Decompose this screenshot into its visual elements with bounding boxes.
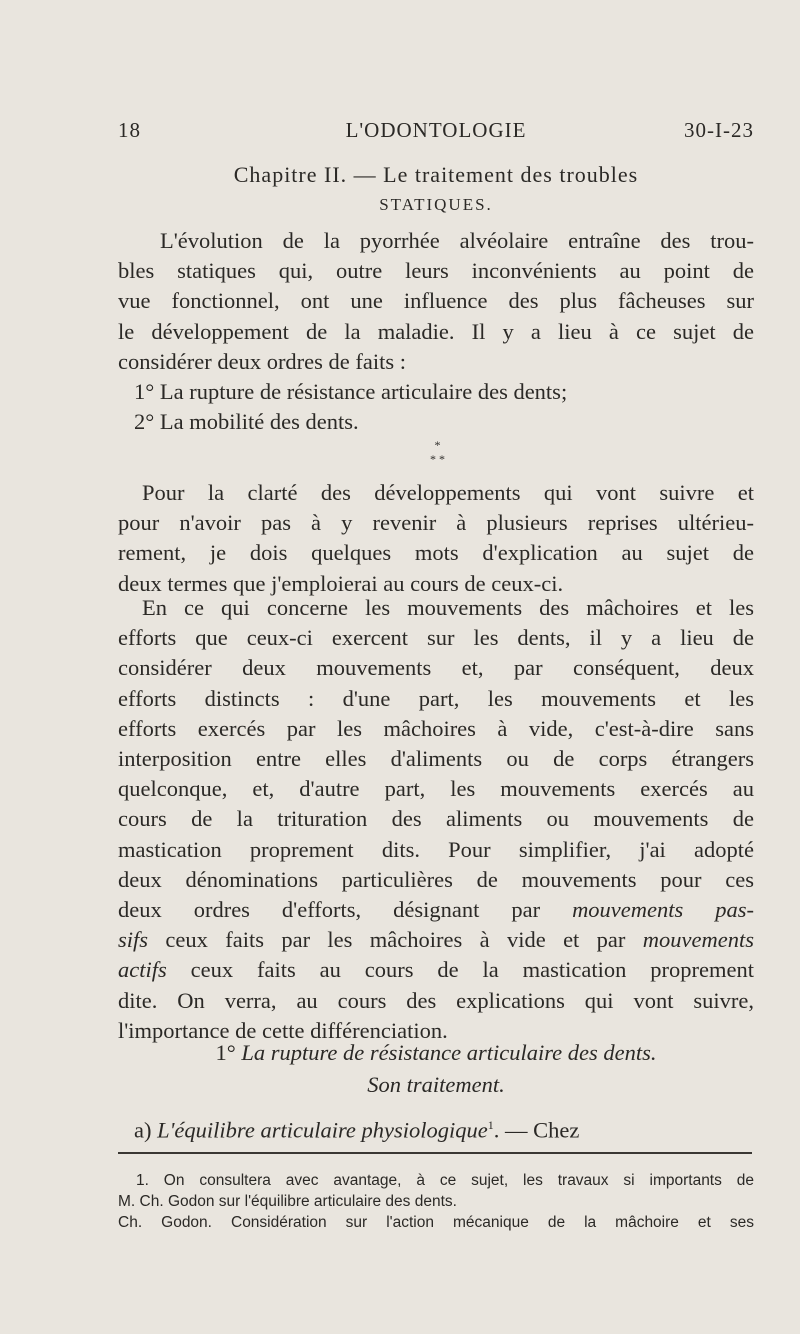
- chapter-title-line2: STATIQUES.: [379, 195, 493, 214]
- text-line: [118, 955, 754, 985]
- text-line: [118, 895, 754, 925]
- text-line: pour n'avoir pas à y revenir à plusieurs reprises ultérieu-: [118, 510, 754, 536]
- section-title-line1: La rupture de résistance articulaire des dents.: [241, 1040, 657, 1065]
- section-separator: [0, 438, 800, 466]
- subsection-title: L'équilibre articulaire physiologique: [157, 1117, 488, 1143]
- separator-star: *: [434, 438, 441, 452]
- page-number: 18: [118, 118, 141, 142]
- footnote-line: 1. On consultera avec avantage, à ce sujet, les travaux si importants de: [136, 1172, 754, 1189]
- text-line: deux dénominations particulières de mouvements pour ces: [118, 866, 754, 892]
- text-line: efforts distincts : d'une part, les mouvements et les: [118, 685, 754, 711]
- text-fragment: ceux faits au cours de la mastication proprement: [166, 957, 754, 983]
- footnotes: [118, 1170, 754, 1233]
- italic-term: actifs: [118, 957, 167, 983]
- journal-title: L'ODONTOLOGIE: [345, 118, 527, 142]
- text-fragment: ceux faits par les mâchoires à vide et par: [148, 927, 643, 953]
- text-fragment: deux ordres d'efforts, désignant par: [118, 897, 573, 923]
- footnote-rule: [118, 1152, 752, 1154]
- text-line: considérer deux ordres de faits :: [118, 348, 407, 374]
- text-line: L'évolution de la pyorrhée alvéolaire entraîne des trou-: [160, 228, 754, 253]
- footnote-ref: 1: [487, 1118, 494, 1132]
- text-line: rement, je dois quelques mots d'explication au sujet de: [118, 540, 754, 566]
- list-item: 2° La mobilité des dents.: [134, 409, 359, 435]
- text-line: cours de la trituration des aliments ou mouvements de: [118, 806, 754, 832]
- list-item: 1° La rupture de résistance articulaire des dents;: [134, 379, 568, 404]
- subsection-label: a): [134, 1117, 152, 1143]
- section-title-line2: Son traitement.: [367, 1072, 505, 1097]
- chapter-title-line1: Chapitre II. — Le traitement des troubles: [233, 162, 639, 187]
- facts-list: [134, 377, 754, 437]
- section-number: 1°: [215, 1040, 236, 1065]
- chapter-heading: [118, 160, 754, 220]
- footnote-line: Ch. Godon. Considération sur l'action mécanique de la mâchoire et ses: [118, 1214, 754, 1231]
- text-line: efforts exercés par les mâchoires à vide, c'est-à-dire sans: [118, 715, 754, 741]
- italic-term: mouvements: [642, 927, 754, 953]
- text-line: Pour la clarté des développements qui vont suivre et: [142, 480, 754, 505]
- text-line: [118, 925, 754, 955]
- issue-date: 30-I-23: [684, 118, 754, 142]
- intro-paragraph: [118, 226, 754, 377]
- text-line: efforts que ceux-ci exercent sur les dents, il y a lieu de: [118, 625, 754, 651]
- text-line: vue fonctionnel, ont une influence des plus fâcheuses sur: [118, 288, 754, 314]
- text-line: interposition entre elles d'aliments ou de corps étrangers: [118, 746, 754, 772]
- text-line: En ce qui concerne les mouvements des mâchoires et les: [142, 595, 754, 620]
- text-line: l'importance de cette différenciation.: [118, 1017, 448, 1043]
- section-heading: [118, 1040, 754, 1066]
- clarity-paragraph: [118, 478, 754, 599]
- text-line: deux termes que j'emploierai au cours de ceux-ci.: [118, 570, 564, 596]
- text-line: mastication proprement dits. Pour simplifier, j'ai adopté: [118, 836, 754, 862]
- text-line: bles statiques qui, outre leurs inconvénients au point de: [118, 258, 754, 284]
- text-line: considérer deux mouvements et, par conséquent, deux: [118, 655, 754, 681]
- movements-paragraph: [118, 593, 754, 1046]
- text-line: le développement de la maladie. Il y a lieu à ce sujet de: [118, 318, 754, 344]
- italic-term: sifs: [118, 927, 149, 953]
- subsection-text: . — Chez: [493, 1117, 580, 1143]
- separator-stars: * *: [430, 452, 445, 466]
- text-line: dite. On verra, au cours des explications qui vont suivre,: [118, 987, 754, 1013]
- subsection-heading: [134, 1110, 754, 1146]
- italic-term: mouvements pas-: [572, 897, 755, 923]
- text-line: quelconque, et, d'autre part, les mouvements exercés au: [118, 776, 754, 802]
- footnote-line: M. Ch. Godon sur l'équilibre articulaire des dents.: [118, 1193, 457, 1210]
